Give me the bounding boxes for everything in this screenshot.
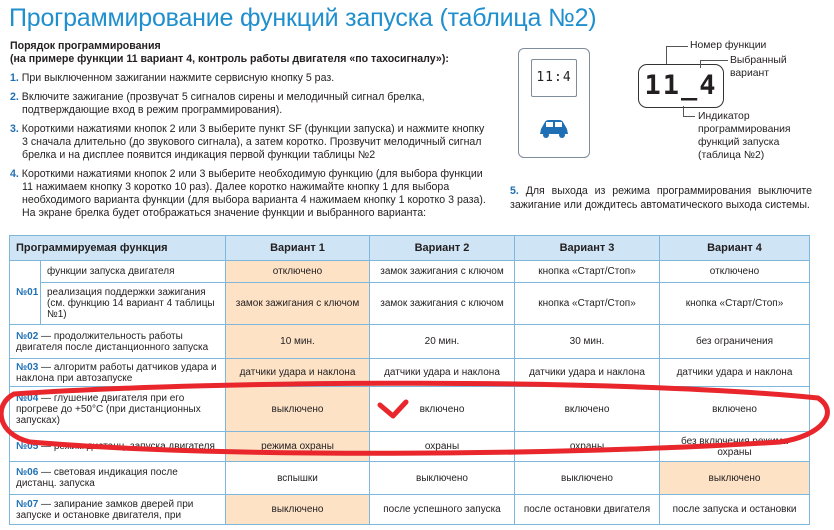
cell-v1: замок зажигания с ключом: [226, 283, 370, 325]
header-function: Программируемая функция: [10, 236, 226, 261]
label-chosen-2: вариант: [730, 68, 770, 79]
label-indicator-1: Индикатор: [698, 111, 750, 122]
function-text: — глушение двигателя при его прогреве до +50°С (при дистанционных запусках): [16, 392, 201, 426]
step-4: [10, 168, 490, 220]
cell-v1: датчики удара и наклона: [226, 359, 370, 387]
table-row: [10, 495, 810, 525]
function-text: — световая индикация после дистанц. запуска: [16, 467, 178, 489]
steps-block: [10, 40, 490, 220]
cell-v2: датчики удара и наклона: [370, 359, 515, 387]
cell-v3: 30 мин.: [515, 325, 660, 359]
cell-v1: режима охраны: [226, 432, 370, 462]
header-variant-2: Вариант 2: [370, 236, 515, 261]
function-code: №03: [16, 361, 39, 373]
cell-v2: включено: [370, 387, 515, 432]
page-title: Программирование функций запуска (таблица №2): [9, 4, 597, 32]
label-indicator-4: (таблица №2): [698, 150, 765, 161]
step-5: [510, 184, 812, 212]
table-row: [10, 261, 810, 283]
function-desc: [10, 325, 226, 359]
cell-v1: выключено: [226, 495, 370, 525]
leader-line: [683, 116, 695, 117]
subheading-2: (на примере функции 11 вариант 4, контроль работы двигателя «по тахосигналу»):: [10, 53, 449, 65]
subheading-1: Порядок программирования: [10, 40, 161, 52]
cell-v4: включено: [660, 387, 810, 432]
label-indicator-3: функций запуска: [698, 137, 780, 148]
remote-fob: [518, 48, 590, 158]
leader-line: [700, 60, 728, 61]
cell-v3: включено: [515, 387, 660, 432]
header-variant-3: Вариант 3: [515, 236, 660, 261]
step-number: 4.: [10, 168, 19, 180]
table-row: [10, 462, 810, 495]
label-chosen-1: Выбранный: [730, 55, 787, 66]
cell-v3: кнопка «Старт/Стоп»: [515, 261, 660, 283]
function-code: №02: [16, 330, 39, 342]
cell-v3: охраны: [515, 432, 660, 462]
fob-display: 11:4: [531, 59, 577, 97]
step-number: 1.: [10, 72, 19, 84]
leader-line: [700, 60, 701, 68]
cell-v4: датчики удара и наклона: [660, 359, 810, 387]
cell-v4: кнопка «Старт/Стоп»: [660, 283, 810, 325]
step-text: Включите зажигание (прозвучат 5 сигналов сирены и мелодичный сигнал брелка,: [21, 91, 425, 103]
step-text: Для выхода из режима программирования выключите зажигание или дождитесь автоматического выхода системы.: [510, 185, 812, 211]
step-text: Короткими нажатиями кнопок 2 или 3 выберите необходимую функцию (для выбора функции: [21, 168, 483, 180]
table-header-row: [10, 236, 810, 261]
cell-v3: датчики удара и наклона: [515, 359, 660, 387]
cell-v2: выключено: [370, 462, 515, 495]
label-indicator-2: программирования: [698, 124, 791, 135]
cell-v4: выключено: [660, 462, 810, 495]
leader-line: [666, 46, 688, 47]
function-code: №05: [16, 441, 39, 452]
cell-v2: 20 мин.: [370, 325, 515, 359]
function-desc: реализация поддержки зажигания (см. функцию 14 вариант 4 таблицы №1): [41, 283, 226, 325]
cell-v4: без включения режима охраны: [660, 432, 810, 462]
leader-line: [666, 46, 667, 64]
function-code: №06: [16, 467, 39, 478]
cell-v4: после запуска и остановки: [660, 495, 810, 525]
leader-line: [683, 106, 684, 116]
cell-v3: после остановки двигателя: [515, 495, 660, 525]
cell-v4: без ограничения: [660, 325, 810, 359]
function-text: — продолжительность работы двигателя после дистанционного запуска: [16, 330, 209, 353]
function-desc: [10, 462, 226, 495]
car-icon: [537, 117, 571, 139]
cell-v3: выключено: [515, 462, 660, 495]
function-desc: [10, 387, 226, 432]
step-1: [10, 72, 490, 85]
step-text-cont: 11 нажимаем кнопку 3 коротко 10 раз). Далее коротко нажимайте кнопку 1 для выбора необходимого варианта функции (для выбора варианта 4 нажимаем кнопку 1 коротко 3 раза). На экране брелка будет отображаться значение функции и выбранного варианта:: [22, 181, 486, 219]
table-row: [10, 325, 810, 359]
cell-v1: выключено: [226, 387, 370, 432]
step-number: 2.: [10, 91, 19, 103]
step-number: 3.: [10, 123, 19, 135]
table-row: [10, 432, 810, 462]
big-display: 11_4: [638, 64, 724, 108]
step-2: [10, 91, 490, 117]
function-desc: [10, 495, 226, 525]
cell-v1: вспышки: [226, 462, 370, 495]
function-text: — алгоритм работы датчиков удара и наклона при автозапуске: [16, 361, 217, 384]
functions-table: [9, 235, 810, 525]
step-text: При выключенном зажигании нажмите сервисную кнопку 5 раз.: [21, 72, 335, 84]
table-row: [10, 359, 810, 387]
cell-v2: охраны: [370, 432, 515, 462]
step-3: [10, 123, 490, 162]
label-func-number: Номер функции: [690, 40, 767, 51]
function-code: №04: [16, 392, 39, 404]
table-row: [10, 387, 810, 432]
step-number: 5.: [510, 185, 519, 197]
cell-v4: отключено: [660, 261, 810, 283]
cell-v2: замок зажигания с ключом: [370, 261, 515, 283]
step-text-cont: подтверждающие вход в режим программирования).: [22, 104, 283, 116]
function-desc: функции запуска двигателя: [41, 261, 226, 283]
cell-v2: после успешного запуска: [370, 495, 515, 525]
step-text-cont: 3 сначала длительно (до звукового сигнала), а затем коротко. Прозвучит мелодичный сигнал брелка и на дисплее появится индикация первой функции таблицы №2: [22, 136, 482, 161]
function-text: — запирание замков дверей при запуске и остановке двигателя, при: [16, 498, 194, 521]
function-desc: [10, 432, 226, 462]
header-variant-1: Вариант 1: [226, 236, 370, 261]
cell-v2: замок зажигания с ключом: [370, 283, 515, 325]
header-variant-4: Вариант 4: [660, 236, 810, 261]
function-text: — режим дистанц. запуска двигателя: [38, 441, 215, 452]
function-desc: [10, 359, 226, 387]
cell-v1: 10 мин.: [226, 325, 370, 359]
cell-v3: кнопка «Старт/Стоп»: [515, 283, 660, 325]
table-row: [10, 283, 810, 325]
function-code: №07: [16, 498, 39, 510]
cell-v1: отключено: [226, 261, 370, 283]
step-text: Короткими нажатиями кнопок 2 или 3 выберите пункт SF (функции запуска) и нажмите кнопку: [21, 123, 485, 135]
function-code: №01: [10, 261, 41, 325]
